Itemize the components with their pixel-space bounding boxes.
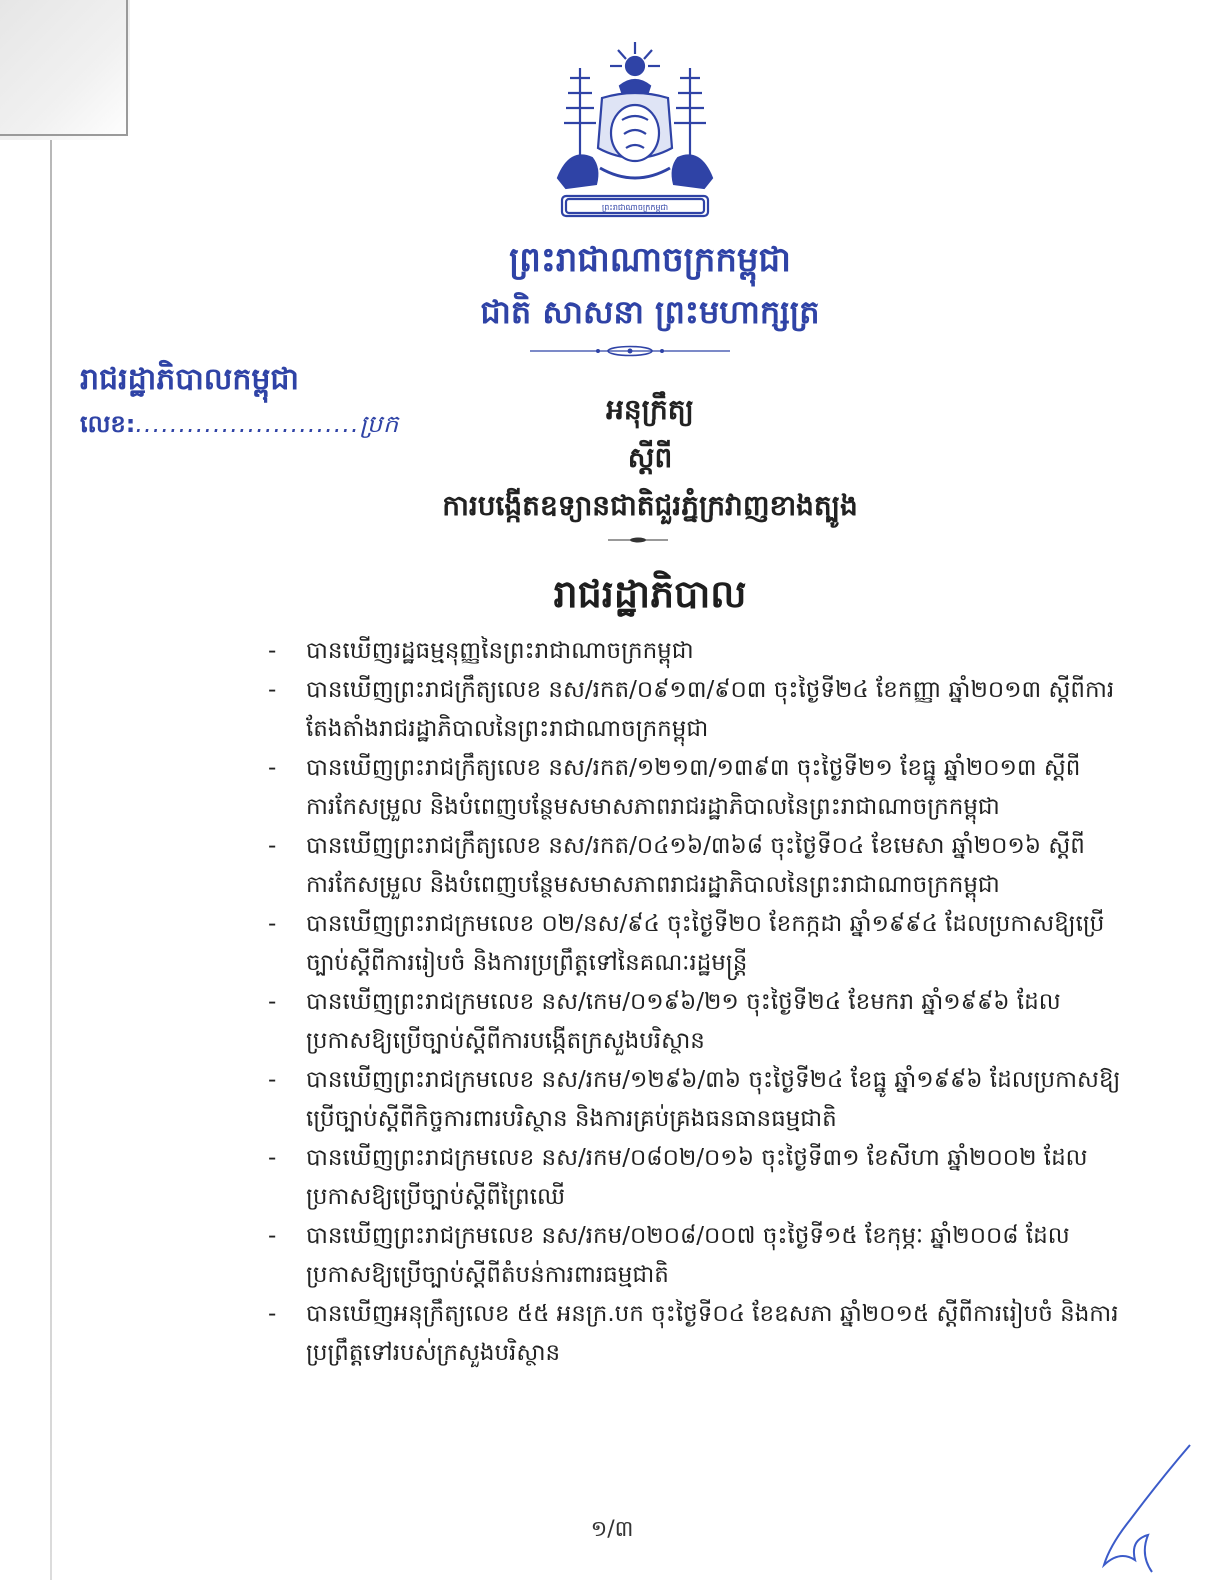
recital-item bbox=[268, 1217, 1128, 1295]
reference-label: លេខ: bbox=[80, 410, 136, 438]
recital-text: បានឃើញព្រះរាជក្រមលេខ ០២/នស/៩៤ ចុះថ្ងៃទី២០ ខែកក្កដា ឆ្នាំ១៩៩៤ ដែលប្រកាសឱ្យប្រើច្បាប់ស្តីពីការរៀបចំ និងការប្រព្រឹត្តទៅនៃគណៈរដ្ឋមន្ត្រី bbox=[306, 911, 1105, 976]
recital-text: បានឃើញរដ្ឋធម្មនុញ្ញនៃព្រះរាជាណាចក្រកម្ពុជា bbox=[306, 638, 694, 664]
reference-value: ..........................ប្រក bbox=[135, 410, 400, 438]
recital-dash: - bbox=[268, 1301, 277, 1327]
document-type: អនុក្រឹត្យ bbox=[606, 393, 694, 426]
recital-text: បានឃើញព្រះរាជក្រមលេខ នស/កេម/០១៩៦/២១ ចុះថ្ងៃទី២៤ ខែមករា ឆ្នាំ១៩៩៦ ដែលប្រកាសឱ្យប្រើច្បាប់ស្តីពីការបង្កើតក្រសួងបរិស្ថាន bbox=[306, 989, 1061, 1054]
small-divider-icon bbox=[608, 536, 668, 544]
recital-text: បានឃើញអនុក្រឹត្យលេខ ៥៥ អនក្រ.បក ចុះថ្ងៃទី០៤ ខែឧសភា ឆ្នាំ២០១៥ ស្តីពីការរៀបចំ និងការប្រព្រឹត្តទៅរបស់ក្រសួងបរិស្ថាន bbox=[306, 1301, 1119, 1366]
recital-dash: - bbox=[268, 833, 277, 859]
page-number: ១/៣ bbox=[590, 1517, 634, 1542]
recital-item bbox=[268, 1139, 1128, 1217]
recital-text: បានឃើញព្រះរាជក្រឹត្យលេខ នស/រកត/០៩១៣/៩០៣ ចុះថ្ងៃទី២៤ ខែកញ្ញា ឆ្នាំ២០១៣ ស្តីពីការតែងតាំងរាជរដ្ឋាភិបាលនៃព្រះរាជាណាចក្រកម្ពុជា bbox=[306, 677, 1115, 742]
recital-dash: - bbox=[268, 1145, 277, 1171]
kingdom-name: ព្រះរាជាណាចក្រកម្ពុជា bbox=[509, 240, 791, 280]
recital-dash: - bbox=[268, 989, 277, 1015]
recital-dash: - bbox=[268, 755, 277, 781]
royal-emblem-icon bbox=[540, 38, 730, 228]
recital-dash: - bbox=[268, 911, 277, 937]
recital-text: បានឃើញព្រះរាជក្រឹត្យលេខ នស/រកត/០៤១៦/៣៦៨ ចុះថ្ងៃទី០៤ ខែមេសា ឆ្នាំ២០១៦ ស្តីពីការកែសម្រួល និងបំពេញបន្ថែមសមាសភាពរាជរដ្ឋាភិបាលនៃព្រះរាជាណាចក្រកម្ពុជា bbox=[306, 833, 1085, 898]
recital-dash: - bbox=[268, 638, 277, 664]
recital-text: បានឃើញព្រះរាជក្រឹត្យលេខ នស/រកត/១២១៣/១៣៩៣ ចុះថ្ងៃទី២១ ខែធ្នូ ឆ្នាំ២០១៣ ស្តីពីការកែសម្រួល និងបំពេញបន្ថែមសមាសភាពរាជរដ្ឋាភិបាលនៃព្រះរាជាណាចក្រកម្ពុជា bbox=[306, 755, 1081, 820]
title-on: ស្តីពី bbox=[627, 441, 673, 474]
recital-text: បានឃើញព្រះរាជក្រមលេខ នស/រកម/០៨០២/០១៦ ចុះថ្ងៃទី៣១ ខែសីហា ឆ្នាំ២០០២ ដែលប្រកាសឱ្យប្រើច្បាប់ស្តីពីព្រៃឈើ bbox=[306, 1145, 1088, 1210]
folded-corner-edge bbox=[0, 0, 128, 136]
recital-item bbox=[268, 983, 1128, 1061]
recital-item bbox=[268, 827, 1128, 905]
recital-item bbox=[268, 1061, 1128, 1139]
document-subject: ការបង្កើតឧទ្យានជាតិជួរភ្នំក្រវាញខាងត្បូង bbox=[442, 489, 858, 522]
ornament-divider-icon bbox=[530, 345, 730, 357]
recital-item bbox=[268, 632, 1128, 671]
recital-text: បានឃើញព្រះរាជក្រមលេខ នស/រកម/១២៩៦/៣៦ ចុះថ្ងៃទី២៤ ខែធ្នូ ឆ្នាំ១៩៩៦ ដែលប្រកាសឱ្យប្រើច្បាប់ស្តីពីកិច្ចការពារបរិស្ថាន និងការគ្រប់គ្រងធនធានធម្មជាតិ bbox=[306, 1067, 1121, 1132]
recital-dash: - bbox=[268, 1223, 277, 1249]
emblem-scroll-text: ព្រះរាជាណាចក្រកម្ពុជា bbox=[601, 203, 669, 212]
recital-dash: - bbox=[268, 677, 277, 703]
paper-edge bbox=[50, 140, 52, 1580]
recital-text: បានឃើញព្រះរាជក្រមលេខ នស/រកម/០២០៨/០០៧ ចុះថ្ងៃទី១៥ ខែកុម្ភៈ ឆ្នាំ២០០៨ ដែលប្រកាសឱ្យប្រើច្បាប់ស្តីពីតំបន់ការពារធម្មជាតិ bbox=[306, 1223, 1070, 1288]
recital-item bbox=[268, 671, 1128, 749]
recital-item bbox=[268, 1295, 1128, 1373]
recital-item bbox=[268, 749, 1128, 827]
recital-dash: - bbox=[268, 1067, 277, 1093]
signature-icon bbox=[1090, 1440, 1200, 1580]
government-name: រាជរដ្ឋាភិបាលកម្ពុជា bbox=[80, 362, 299, 397]
recital-item bbox=[268, 905, 1128, 983]
recitals-list bbox=[268, 632, 1128, 1373]
national-motto: ជាតិ សាសនា ព្រះមហាក្សត្រ bbox=[480, 293, 820, 331]
issuer-heading: រាជរដ្ឋាភិបាល bbox=[553, 572, 747, 616]
